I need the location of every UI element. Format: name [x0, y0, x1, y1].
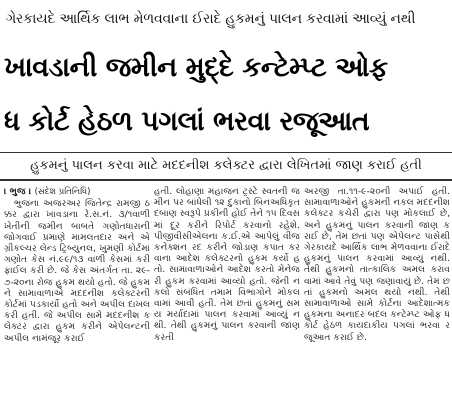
column-3 — [304, 186, 450, 408]
subheadline: હુકમનું પાલન કરવા માટે મદદનીશ કલેક્ટર દ્વારા લેખિતમાં જાણ કરાઈ હતી — [0, 152, 452, 181]
column-2 — [154, 186, 300, 408]
article-body — [4, 186, 450, 408]
headline-line-1: ખાવડાની જમીન મુદ્દે કન્ટેમ્પ્ટ ઓફ — [4, 52, 388, 83]
dateline-place: । ભુજ । — [4, 186, 32, 197]
column-3-text: અરજી તા.૧૧-૯-૨૦ની અપાઈ હતી. સામાવાળાઓને હુકમની નકલ મદદનીશ કલેક્ટર કચેરી દ્વારા પણ મોકલાઈ છે, અને હુકમનું પાલન કરવાની જાણ કરાઈ છે, તેમ છતાં પણ એપેલન્ટ પાસેથી ગેરકાયદે આર્થિક લાભ મેળવવાના ઈરાદે હુકમનું પાલન કરવામાં આવ્યું નથી. તેથી હુકમનો તાત્કાલિક અમલ કરાવવામાં આવે તેવું પણ જણાવાયું છે. તેમ છતાં હુકમનો અમલ થયો નથી. તેથી સામાવાળાઓ સામે કોર્ટના આદેશાત્મક હુકમના અનાદર બદલ કન્ટેમ્પ્ટ ઓફ ધ કોર્ટ હેઠળ કાયદાકીય પગલાં ભરવા રજૂઆત કરાઈ છે. — [304, 186, 450, 343]
dateline-source: (સંદેશ પ્રતિનિધિ) — [34, 187, 91, 197]
kicker-line: ગેરકાયદે આર્થિક લાભ મેળવવાના ઈરાદે હુકમનું પાલન કરવામાં આવ્યું નથી — [6, 11, 416, 27]
column-1 — [4, 186, 150, 408]
column-1-text: ભુજના અજરઅર જિતેન્દ્ર રામજી ઠક્કર દ્વારા ખાવડાના રે.સ.નં. ૩/૧વાળી ખેતીની જમીન બાબતે ગણોતધારાની જોગવાઈ પ્રમાણે મામલતદાર અને એગ્રીકલ્ચર લેન્ડ ટ્રિબ્યુનલ, ખુમણી કોર્ટમાં ગણોત કેસ નં.૯૯/૧૩ વાળી કેસમાં કરી ફાઈલ કરી છે. જે કેસ અંતર્ગત તા. ૨૯-૭-૨૦ના રોજ હુકમ થયો હતો. જે હુકમને સામાવાળાએ મદદનીશ કલેક્ટરની કોર્ટમાં પડકાર્યો હતો અને અપીલ દાખલ કરી હતી. જે અપીલ સામે મદદનીશ કલેક્ટર દ્વારા હુકમ કરીને એપેલન્ટની અપીલ નામંજૂર કરાઈ — [4, 198, 150, 344]
dateline — [4, 186, 150, 198]
headline-line-2: ધ કોર્ટ હેઠળ પગલાં ભરવા રજૂઆત — [4, 106, 370, 137]
column-2-text: હતી. લોહાણા મહાજન ટ્રસ્ટે સ્વતની જમીન પર બાંધેલી ૧૨ દુકાનો બિનઅધિકૃત દબાણ સ્વરૂપે પ્રકીની હોઈ તેને ૧૫ દિવસમાં દૂર કરીને રિપોર્ટ કરવાનો રહેશે. પીજીવીસીએલના ક.ઈ.એ આપેલું વીજ કનેક્શન રદ કરીને જોડાણ કપાત કરવાના આદેશ કલેક્ટરનો હુકમ કર્યો હતો. સામાવાળાઓને આદેશ કરતો મેનેજરી હુકમ કરવામાં આવ્યો હતો. જેની નકલો સંબંધિત તમામ વિભાગોને મોકલવામાં આવી હતી. તેમ છતાં હુકમનું સમય મર્યાદામાં પાલન કરવામાં આવ્યું નથી. તેથી હુકમનું પાલન કરવાની જાણ કરતી — [154, 186, 300, 343]
